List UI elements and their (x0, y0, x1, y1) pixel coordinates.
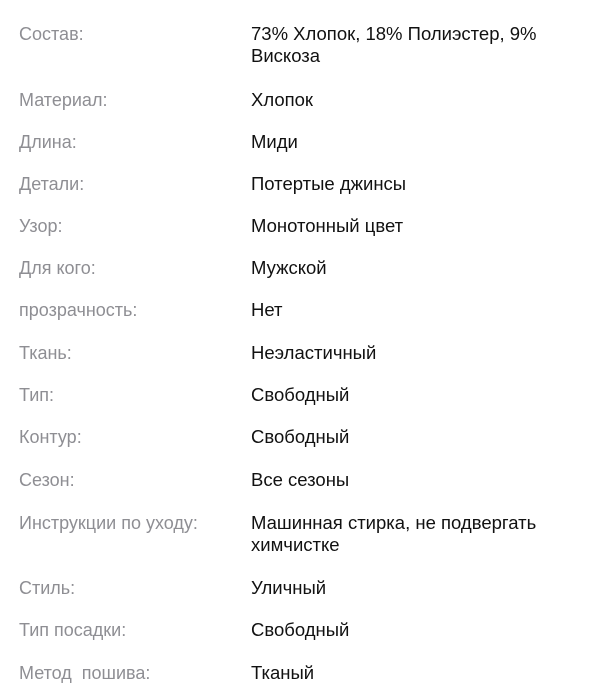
spec-value: 73% Хлопок, 18% Полиэстер, 9% Вискоза (251, 23, 537, 66)
spec-label: Детали: (19, 174, 85, 194)
spec-value: Монотонный цвет (251, 215, 404, 236)
spec-label: Ткань: (19, 343, 72, 363)
spec-label: Состав: (19, 24, 84, 44)
spec-label: Тип посадки: (19, 620, 127, 640)
spec-value: Неэластичный (251, 342, 377, 363)
spec-label: Для кого: (19, 258, 96, 278)
spec-value: Свободный (251, 384, 350, 405)
spec-value: Тканый (251, 662, 315, 683)
spec-value: Миди (251, 131, 298, 152)
spec-label: Тип: (19, 385, 55, 405)
spec-label: Узор: (19, 216, 63, 236)
spec-value: Свободный (251, 426, 350, 447)
spec-label: Инструкции по уходу: (19, 513, 198, 533)
spec-value: Машинная стирка, не подвергать химчистке (251, 512, 537, 555)
spec-label: Сезон: (19, 470, 75, 490)
spec-label: Длина: (19, 132, 77, 152)
spec-label: Контур: (19, 427, 82, 447)
spec-label: Метод пошива: (19, 663, 151, 683)
spec-label: Материал: (19, 90, 108, 110)
spec-value: Потертые джинсы (251, 173, 407, 194)
spec-value: Хлопок (251, 89, 314, 110)
spec-value: Свободный (251, 619, 350, 640)
spec-label: Стиль: (19, 578, 76, 598)
spec-value: Нет (251, 299, 283, 320)
spec-value: Мужской (251, 257, 327, 278)
spec-value: Все сезоны (251, 469, 350, 490)
spec-label: прозрачность: (19, 300, 138, 320)
spec-value: Уличный (251, 577, 327, 598)
